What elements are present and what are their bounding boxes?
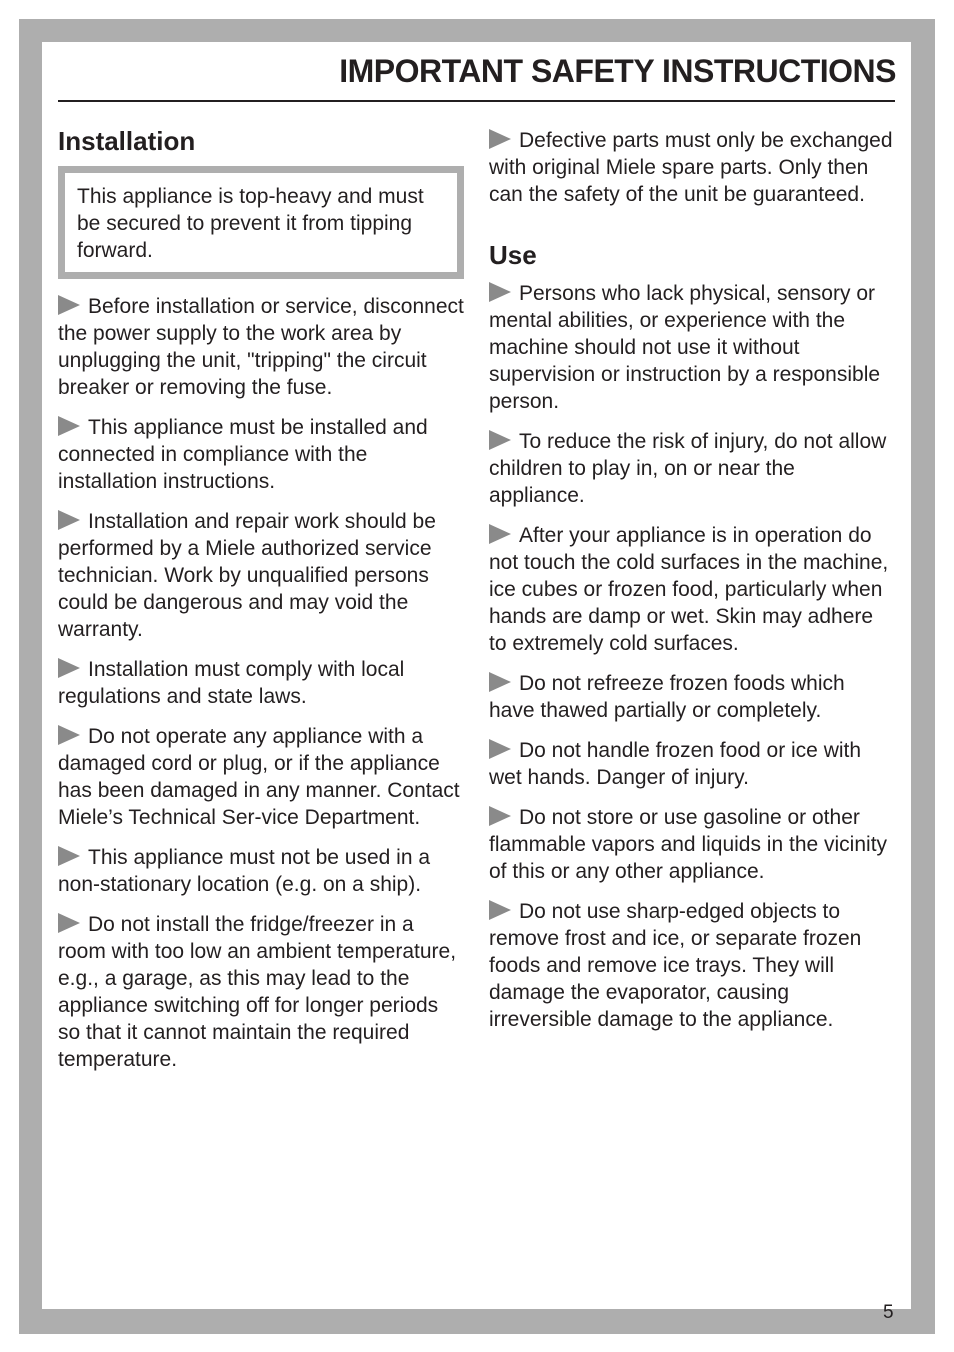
installation-item-text: Installation and repair work should be performed by a Miele authorized service technician. Work by unqualified persons could be dangerous and may void the warranty.	[58, 510, 436, 641]
spare-parts-item	[489, 127, 895, 208]
installation-heading: Installation	[58, 126, 196, 156]
use-item-text: To reduce the risk of injury, do not allow children to play in, on or near the appliance.	[489, 430, 887, 507]
triangle-bullet-icon	[489, 806, 511, 826]
use-item-text: Persons who lack physical, sensory or mental abilities, or experience with the machine should not use it without supervision or instruction by a responsible person.	[489, 282, 881, 413]
use-item-text: Do not use sharp-edged objects to remove frost and ice, or separate frozen foods and remove ice trays. They will damage the evaporator, causing irreversible damage to the appliance.	[489, 900, 862, 1031]
installation-item-text: This appliance must be installed and connected in compliance with the installation instructions.	[58, 416, 428, 493]
use-item-text: Do not refreeze frozen foods which have thawed partially or completely.	[489, 672, 845, 722]
use-item	[489, 280, 895, 415]
top-heavy-warning-box	[58, 166, 464, 279]
installation-item	[58, 414, 464, 495]
triangle-bullet-icon	[489, 430, 511, 450]
installation-item	[58, 723, 464, 831]
header-rule	[58, 100, 895, 102]
use-item	[489, 804, 895, 885]
installation-item-text: Before installation or service, disconnect the power supply to the work area by unplugging the unit, "tripping" the circuit breaker or removing the fuse.	[58, 295, 464, 399]
triangle-bullet-icon	[58, 846, 80, 866]
triangle-bullet-icon	[489, 672, 511, 692]
triangle-bullet-icon	[58, 658, 80, 678]
page-title: IMPORTANT SAFETY INSTRUCTIONS	[339, 53, 896, 89]
installation-item	[58, 293, 464, 401]
installation-item	[58, 911, 464, 1073]
triangle-bullet-icon	[58, 725, 80, 745]
triangle-bullet-icon	[58, 913, 80, 933]
page-number: 5	[883, 1302, 894, 1323]
installation-item-text: Do not install the fridge/freezer in a room with too low an ambient temperature, e.g., a garage, as this may lead to the appliance switching off for longer periods so that it cannot maintain the required temperature.	[58, 913, 457, 1071]
installation-item	[58, 844, 464, 898]
triangle-bullet-icon	[489, 282, 511, 302]
triangle-bullet-icon	[58, 295, 80, 315]
use-item	[489, 428, 895, 509]
installation-item-text: This appliance must not be used in a non-stationary location (e.g. on a ship).	[58, 846, 431, 896]
use-item	[489, 898, 895, 1033]
use-item-text: Do not handle frozen food or ice with wet hands. Danger of injury.	[489, 739, 862, 789]
triangle-bullet-icon	[489, 900, 511, 920]
installation-item	[58, 656, 464, 710]
use-item-text: After your appliance is in operation do not touch the cold surfaces in the machine, ice cubes or frozen food, particularly when hands are damp or wet. Skin may adhere to extremely cold surfaces.	[489, 524, 889, 655]
left-column	[58, 124, 464, 1086]
triangle-bullet-icon	[489, 524, 511, 544]
use-item	[489, 737, 895, 791]
spare-parts-item-text: Defective parts must only be exchanged with original Miele spare parts. Only then can the safety of the unit be guaranteed.	[489, 129, 893, 206]
right-column	[489, 127, 895, 1046]
use-item	[489, 522, 895, 657]
installation-item-text: Do not operate any appliance with a damaged cord or plug, or if the appliance has been damaged in any manner. Contact Miele’s Technical Ser-vice Department.	[58, 725, 460, 829]
use-item	[489, 670, 895, 724]
installation-item	[58, 508, 464, 643]
triangle-bullet-icon	[489, 129, 511, 149]
use-item-text: Do not store or use gasoline or other flammable vapors and liquids in the vicinity of this or any other appliance.	[489, 806, 888, 883]
triangle-bullet-icon	[58, 510, 80, 530]
installation-item-text: Installation must comply with local regulations and state laws.	[58, 658, 405, 708]
triangle-bullet-icon	[489, 739, 511, 759]
warning-box-text: This appliance is top-heavy and must be secured to prevent it from tipping forward.	[77, 185, 424, 262]
use-heading: Use	[489, 240, 537, 270]
triangle-bullet-icon	[58, 416, 80, 436]
